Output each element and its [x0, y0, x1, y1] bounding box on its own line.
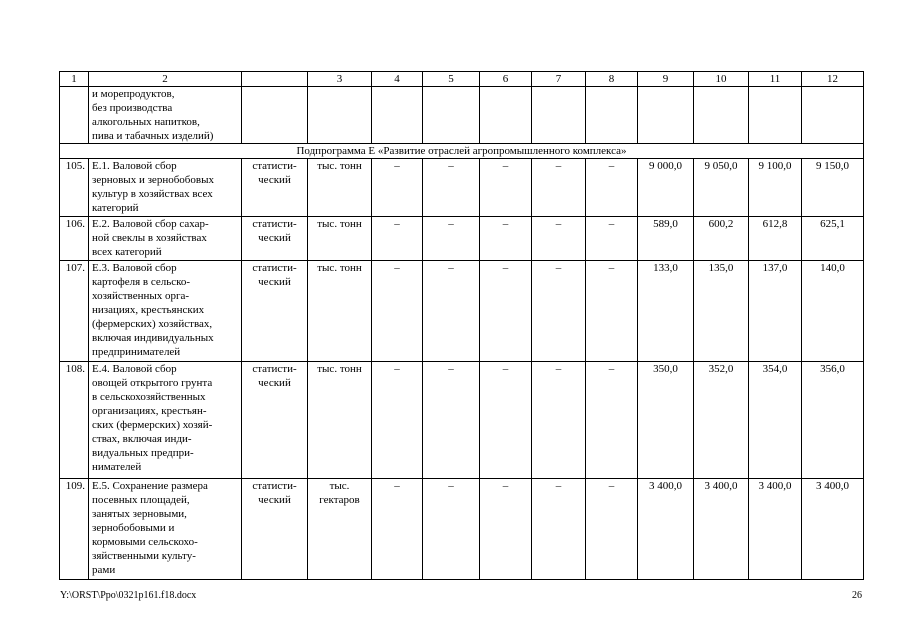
header-cell: 9 — [638, 72, 694, 87]
header-cell: 7 — [532, 72, 586, 87]
row-number: 108. — [60, 362, 89, 479]
unit-of-measure: тыс. тонн — [308, 217, 372, 261]
empty-cell — [586, 87, 638, 144]
file-path: Y:\ORST\Ppo\0321p161.f18.docx — [60, 590, 197, 601]
target-value: 352,0 — [694, 362, 749, 479]
indicator-name: Е.2. Валовой сбор сахар- ной свеклы в хозяйствах всех категорий — [89, 217, 242, 261]
header-cell: 11 — [749, 72, 802, 87]
empty-cell — [749, 87, 802, 144]
data-source: статисти- ческий — [242, 159, 308, 217]
indicator-table — [59, 71, 864, 580]
indicator-name: Е.3. Валовой сбор картофеля в сельско- хозяйственных орга- низациях, крестьянских (фермерских) хозяйствах, включая индивидуальных предпринимателей — [89, 261, 242, 362]
dash-value: – — [586, 217, 638, 261]
unit-of-measure: тыс. тонн — [308, 159, 372, 217]
row-number: 109. — [60, 479, 89, 580]
header-cell: 2 — [89, 72, 242, 87]
empty-cell — [242, 87, 308, 144]
header-cell: 8 — [586, 72, 638, 87]
header-cell: 3 — [308, 72, 372, 87]
target-value: 354,0 — [749, 362, 802, 479]
dash-value: – — [480, 362, 532, 479]
target-value: 3 400,0 — [694, 479, 749, 580]
indicator-name: Е.5. Сохранение размера посевных площадей, занятых зерновыми, зернобобовыми и кормовыми сельскохо- зяйственными культу- рами — [89, 479, 242, 580]
target-value: 625,1 — [802, 217, 864, 261]
target-value: 9 100,0 — [749, 159, 802, 217]
empty-cell — [372, 87, 423, 144]
dash-value: – — [480, 159, 532, 217]
target-value: 612,8 — [749, 217, 802, 261]
dash-value: – — [586, 159, 638, 217]
target-value: 133,0 — [638, 261, 694, 362]
dash-value: – — [586, 479, 638, 580]
continuation-text: и морепродуктов, без производства алкогольных напитков, пива и табачных изделий) — [89, 87, 242, 144]
target-value: 356,0 — [802, 362, 864, 479]
dash-value: – — [586, 362, 638, 479]
target-value: 9 000,0 — [638, 159, 694, 217]
dash-value: – — [586, 261, 638, 362]
empty-cell — [638, 87, 694, 144]
subprogram-row — [60, 144, 864, 159]
header-cell: 12 — [802, 72, 864, 87]
dash-value: – — [532, 217, 586, 261]
dash-value: – — [423, 217, 480, 261]
dash-value: – — [372, 362, 423, 479]
dash-value: – — [372, 261, 423, 362]
table-row — [60, 159, 864, 217]
column-number-header-row — [60, 72, 864, 87]
target-value: 600,2 — [694, 217, 749, 261]
unit-of-measure: тыс. гектаров — [308, 479, 372, 580]
indicator-name: Е.1. Валовой сбор зерновых и зернобобовых культур в хозяйствах всех категорий — [89, 159, 242, 217]
header-cell: 5 — [423, 72, 480, 87]
unit-of-measure: тыс. тонн — [308, 362, 372, 479]
data-source: статисти- ческий — [242, 261, 308, 362]
dash-value: – — [423, 261, 480, 362]
header-cell — [242, 72, 308, 87]
target-value: 9 050,0 — [694, 159, 749, 217]
header-cell: 1 — [60, 72, 89, 87]
target-value: 135,0 — [694, 261, 749, 362]
dash-value: – — [532, 159, 586, 217]
empty-cell — [802, 87, 864, 144]
dash-value: – — [423, 479, 480, 580]
table-row — [60, 479, 864, 580]
table-row — [60, 362, 864, 479]
dash-value: – — [423, 362, 480, 479]
dash-value: – — [532, 362, 586, 479]
continuation-row — [60, 87, 864, 144]
dash-value: – — [372, 217, 423, 261]
unit-of-measure: тыс. тонн — [308, 261, 372, 362]
empty-cell — [532, 87, 586, 144]
header-cell: 10 — [694, 72, 749, 87]
dash-value: – — [480, 479, 532, 580]
dash-value: – — [372, 159, 423, 217]
target-value: 3 400,0 — [802, 479, 864, 580]
empty-cell — [423, 87, 480, 144]
row-number: 107. — [60, 261, 89, 362]
empty-cell — [694, 87, 749, 144]
page-number: 26 — [852, 590, 862, 601]
empty-cell — [308, 87, 372, 144]
empty-cell — [60, 87, 89, 144]
target-value: 137,0 — [749, 261, 802, 362]
target-value: 140,0 — [802, 261, 864, 362]
dash-value: – — [480, 261, 532, 362]
target-value: 350,0 — [638, 362, 694, 479]
dash-value: – — [423, 159, 480, 217]
table-row — [60, 261, 864, 362]
header-cell: 6 — [480, 72, 532, 87]
empty-cell — [480, 87, 532, 144]
target-value: 3 400,0 — [638, 479, 694, 580]
dash-value: – — [532, 261, 586, 362]
data-source: статисти- ческий — [242, 362, 308, 479]
dash-value: – — [480, 217, 532, 261]
dash-value: – — [372, 479, 423, 580]
target-value: 3 400,0 — [749, 479, 802, 580]
data-source: статисти- ческий — [242, 479, 308, 580]
dash-value: – — [532, 479, 586, 580]
subprogram-title: Подпрограмма Е «Развитие отраслей агропромышленного комплекса» — [60, 144, 864, 159]
row-number: 105. — [60, 159, 89, 217]
row-number: 106. — [60, 217, 89, 261]
data-source: статисти- ческий — [242, 217, 308, 261]
indicator-name: Е.4. Валовой сбор овощей открытого грунта в сельскохозяйственных организациях, крестьян- ских (фермерских) хозяй- ствах, включая инди- видуальных предпри- нимателей — [89, 362, 242, 479]
table-row — [60, 217, 864, 261]
target-value: 589,0 — [638, 217, 694, 261]
target-value: 9 150,0 — [802, 159, 864, 217]
header-cell: 4 — [372, 72, 423, 87]
